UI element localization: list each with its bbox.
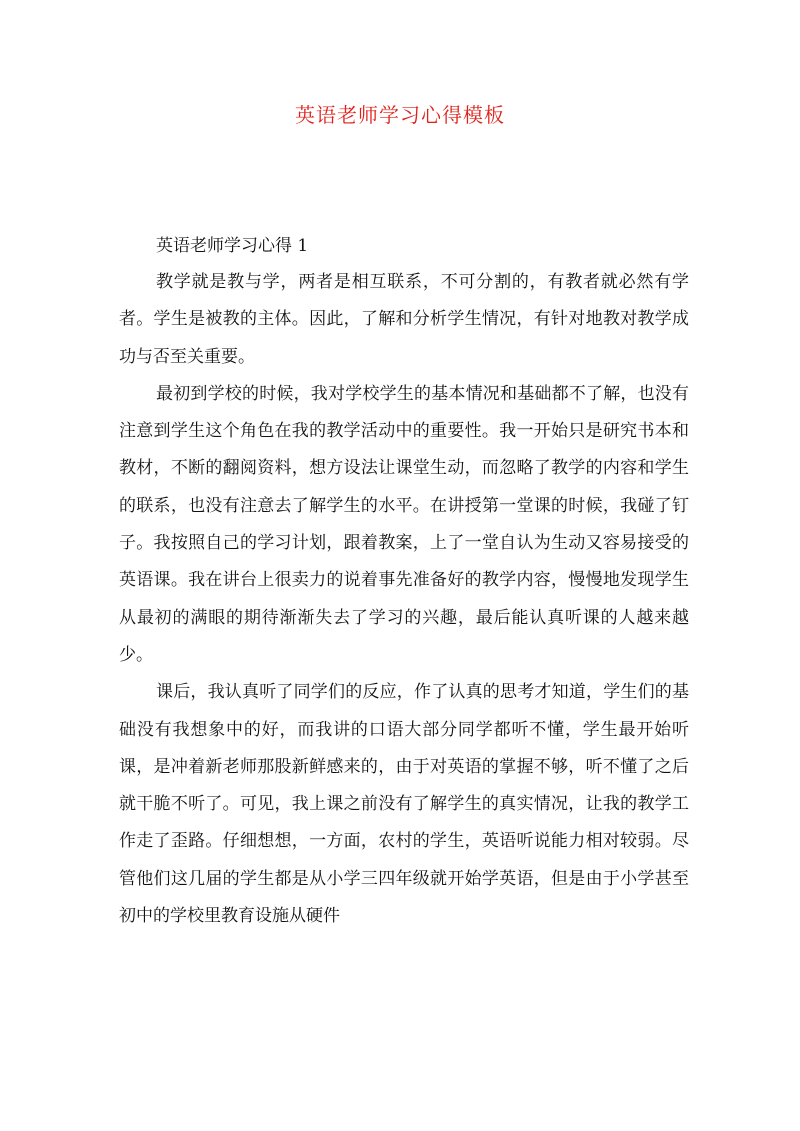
document-body	[119, 228, 689, 935]
paragraph-2: 最初到学校的时候，我对学校学生的基本情况和基础都不了解，也没有注意到学生这个角色在我的教学活动中的重要性。我一开始只是研究书本和教材，不断的翻阅资料，想方设法让课堂生动，而忽略了教学的内容和学生的联系，也没有注意去了解学生的水平。在讲授第一堂课的时候，我碰了钉子。我按照自己的学习计划，跟着教案，上了一堂自认为生动又容易接受的英语课。我在讲台上很卖力的说着事先准备好的教学内容，慢慢地发现学生从最初的满眼的期待渐渐失去了学习的兴趣，最后能认真听课的人越来越少。	[119, 383, 689, 665]
paragraph-1: 教学就是教与学，两者是相互联系，不可分割的，有教者就必然有学者。学生是被教的主体。因此，了解和分析学生情况，有针对地教对教学成功与否至关重要。	[119, 272, 689, 367]
section-heading: 英语老师学习心得 1	[156, 236, 309, 256]
document-title: 英语老师学习心得模板	[295, 103, 505, 127]
paragraph-3: 课后，我认真听了同学们的反应，作了认真的思考才知道，学生们的基础没有我想象中的好，而我讲的口语大部分同学都听不懂，学生最开始听课，是冲着新老师那股新鲜感来的，由于对英语的掌握不够，听不懂了之后就干脆不听了。可见，我上课之前没有了解学生的真实情况，让我的教学工作走了歪路。仔细想想，一方面，农村的学生，英语听说能力相对较弱。尽管他们这几届的学生都是从小学三四年级就开始学英语，但是由于小学甚至初中的学校里教育设施从硬件	[119, 682, 689, 927]
